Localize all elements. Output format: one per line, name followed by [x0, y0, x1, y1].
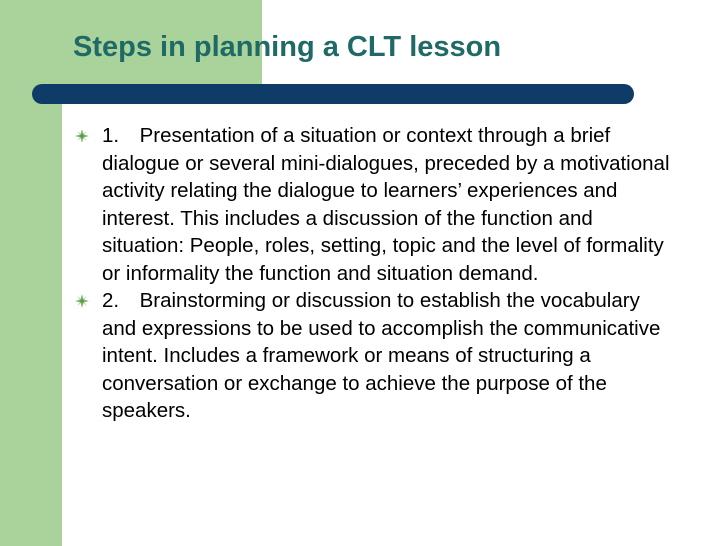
- green-leaf-bullet-icon: [74, 293, 90, 309]
- bullet-text: 1. Presentation of a situation or context through a brief dialogue or several mini-dialogues, preceded by a motivational activity relating the dialogue to learners’ experiences and interest. This includes a discussion of the function and situation: People, roles, setting, topic and the level of formality or informality the function and situation demand.: [102, 124, 670, 285]
- slide-title: Steps in planning a CLT lesson: [73, 31, 502, 63]
- bullet-list: [72, 122, 672, 425]
- bullet-text: 2. Brainstorming or discussion to establish the vocabulary and expressions to be used to accomplish the communicative intent. Includes a framework or means of structuring a conversation or exchange to achieve the purpose of the speakers.: [102, 289, 661, 422]
- bullet-item-2: [72, 287, 672, 425]
- bullet-item-1: [72, 122, 672, 287]
- green-leaf-bullet-icon: [74, 128, 90, 144]
- title-underline-bar: [32, 84, 634, 104]
